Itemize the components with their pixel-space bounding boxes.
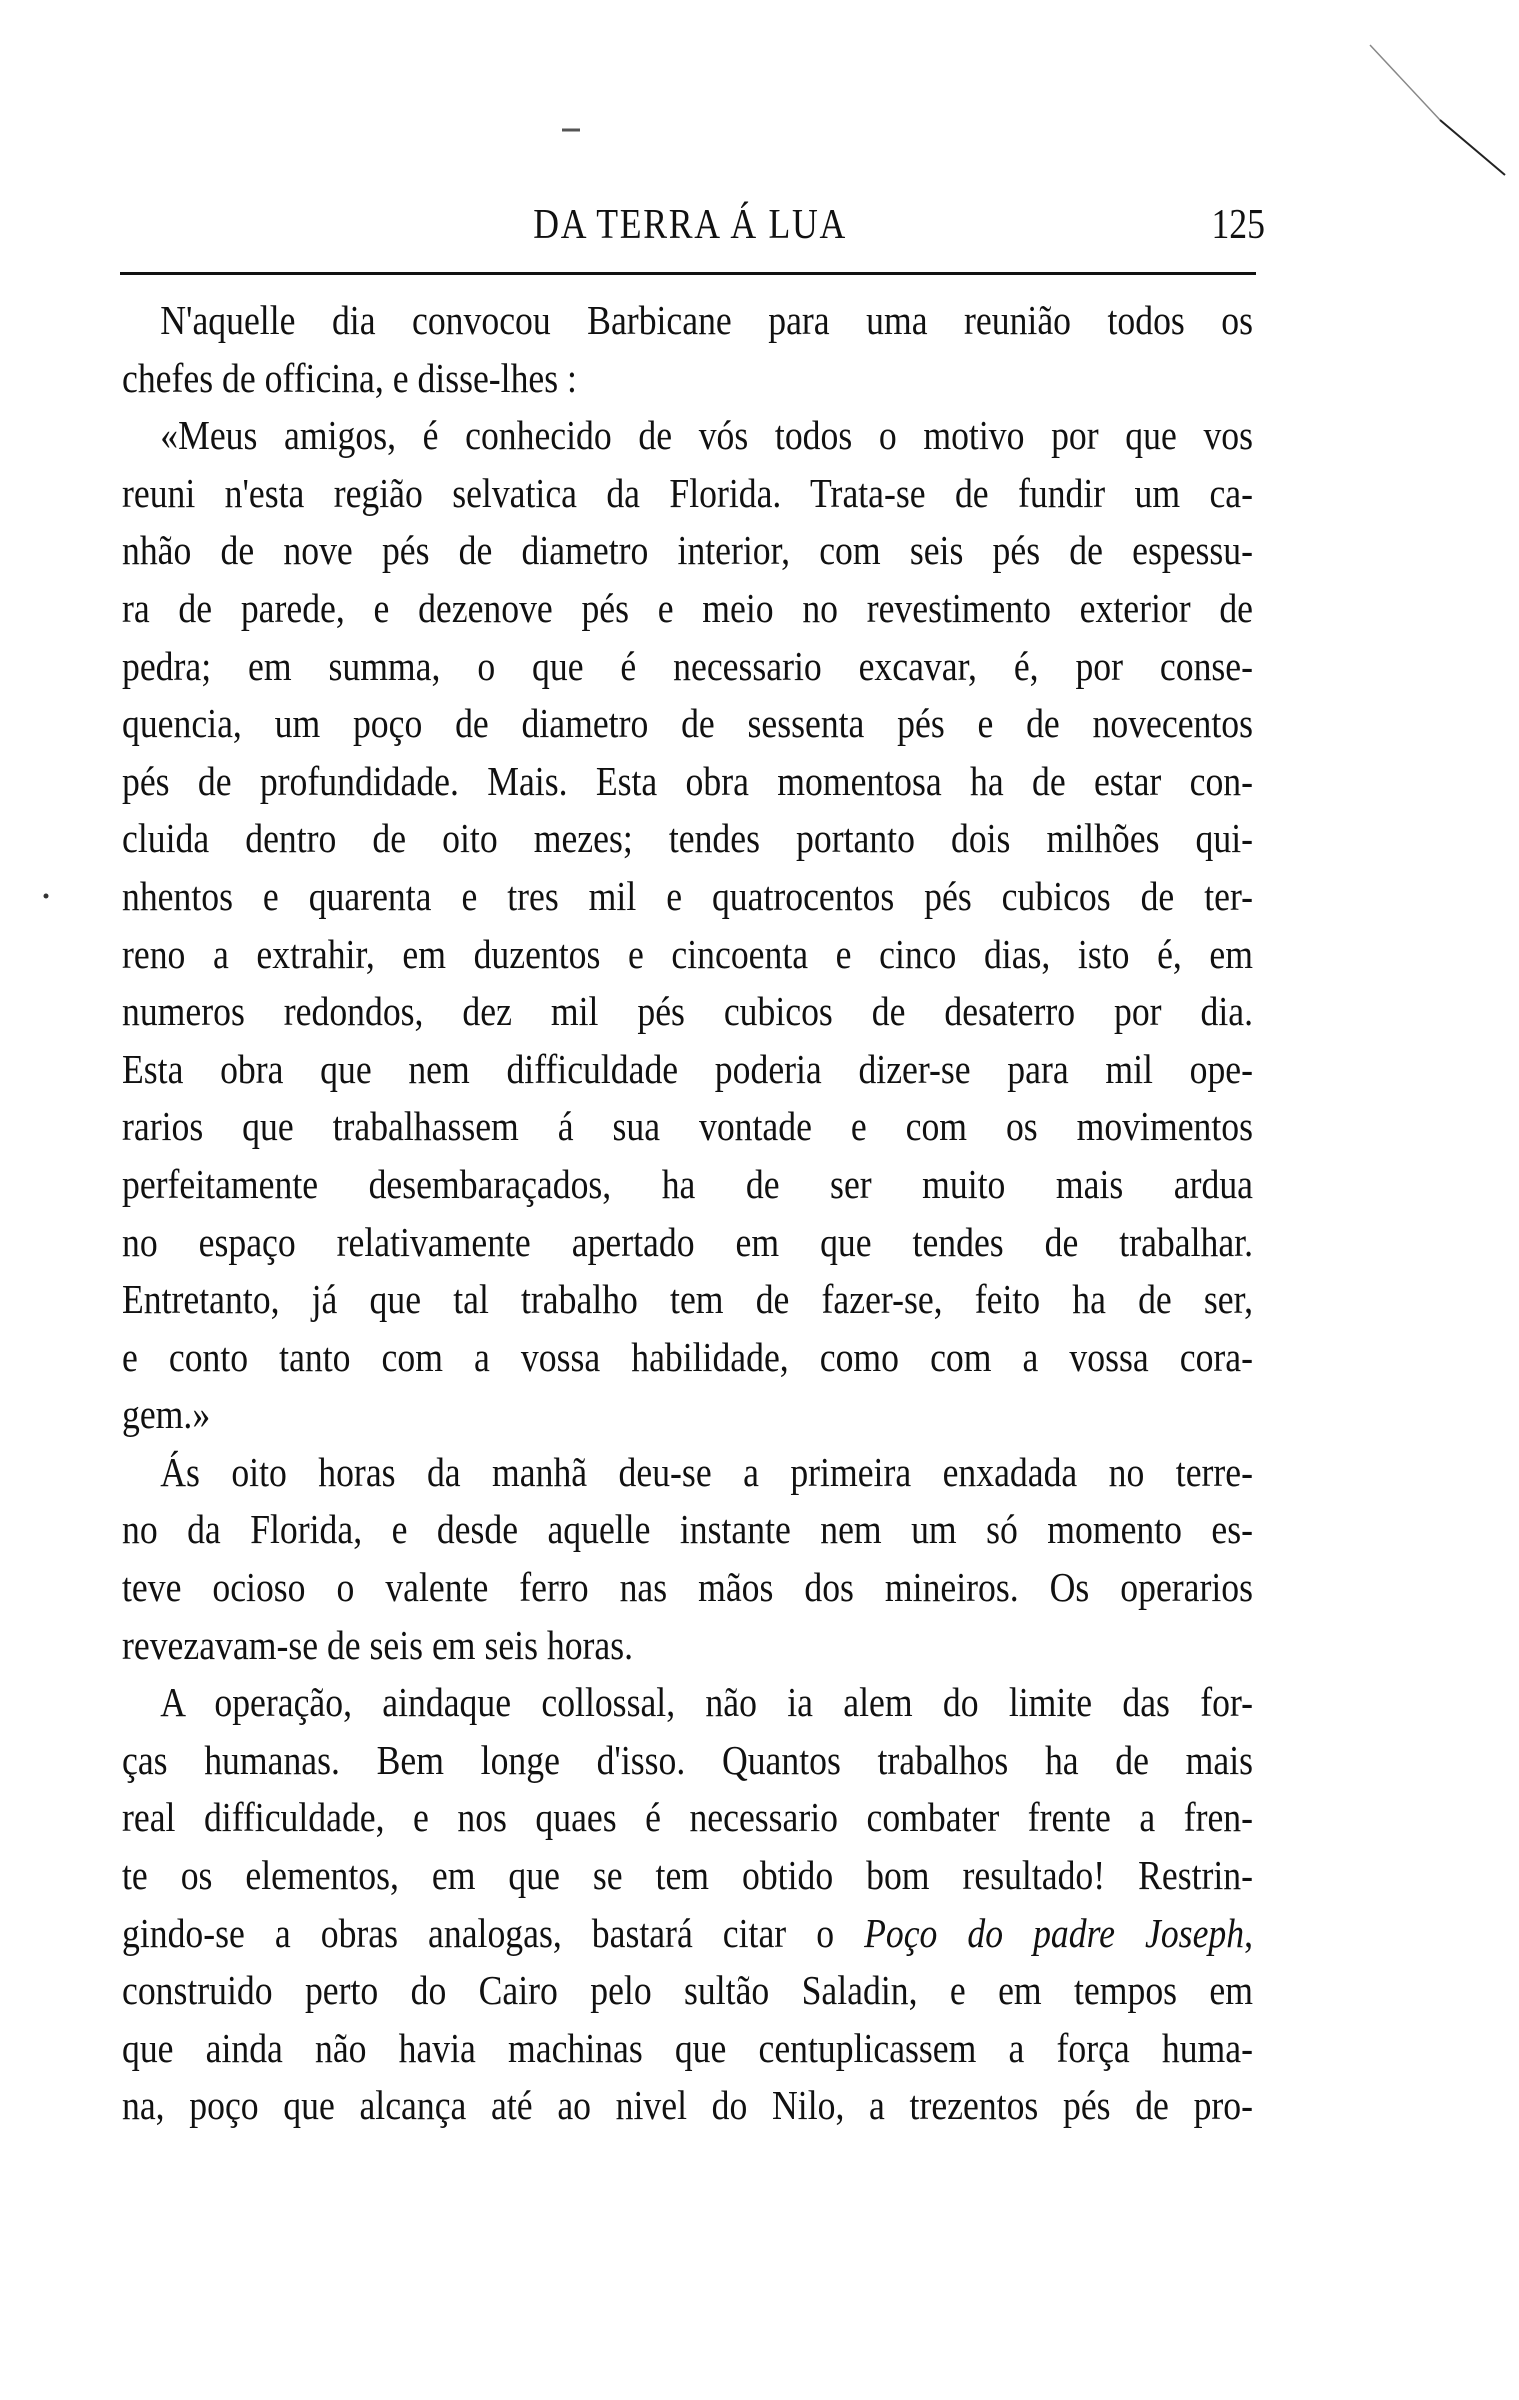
text-line (122, 1617, 1253, 1675)
text-line (122, 292, 1253, 350)
text-line-content: A operação, aindaque collossal, não ia alem do limite das for- (160, 1679, 1253, 1726)
text-line-content: no da Florida, e desde aquelle instante nem um só momento es- (122, 1506, 1253, 1553)
text-line (122, 1559, 1253, 1617)
text-line-content: construido perto do Cairo pelo sultão Saladin, e em tempos em (122, 1967, 1253, 2014)
text-line (122, 1847, 1253, 1905)
text-line (122, 1732, 1253, 1790)
text-line (122, 810, 1253, 868)
text-line-content: teve ocioso o valente ferro nas mãos dos mineiros. Os operarios (122, 1564, 1253, 1611)
text-line-content: rarios que trabalhassem á sua vontade e com os movimentos (122, 1103, 1253, 1150)
header-rule (120, 272, 1256, 275)
stray-dot-mark (44, 894, 49, 899)
text-line-content: na, poço que alcança até ao nivel do Nilo, a trezentos pés de pro- (122, 2082, 1253, 2129)
text-line (122, 1214, 1253, 1272)
italic-title: Poço do padre Joseph (864, 1909, 1245, 1956)
text-line (122, 1905, 1253, 1963)
text-line-content: real difficuldade, e nos quaes é necessario combater frente a fren- (122, 1794, 1253, 1841)
text-line (122, 1444, 1253, 1502)
text-line-content: te os elementos, em que se tem obtido bom resultado! Restrin- (122, 1852, 1253, 1899)
text-line (122, 2020, 1253, 2078)
text-line (122, 1329, 1253, 1387)
text-line-content: e conto tanto com a vossa habilidade, como com a vossa cora- (122, 1333, 1253, 1380)
text-line (122, 350, 1253, 408)
text-line-content: gem.» (122, 1391, 211, 1438)
text-line-content: reno a extrahir, em duzentos e cincoenta e cinco dias, isto é, em (122, 930, 1253, 977)
text-line-content: pedra; em summa, o que é necessario excavar, é, por conse- (122, 642, 1253, 689)
page-number: 125 (1211, 202, 1265, 248)
text-line (122, 407, 1253, 465)
text-line (122, 1962, 1253, 2020)
text-line-content: Entretanto, já que tal trabalho tem de fazer-se, feito ha de ser, (122, 1276, 1253, 1323)
text-line (122, 868, 1253, 926)
text-line (122, 1156, 1253, 1214)
text-line (122, 1271, 1253, 1329)
running-title: DA TERRA Á LUA (533, 202, 848, 248)
text-line (122, 926, 1253, 984)
text-line (122, 1041, 1253, 1099)
text-line-content: N'aquelle dia convocou Barbicane para uma reunião todos os (160, 297, 1253, 343)
text-line-content: nhentos e quarenta e tres mil e quatrocentos pés cubicos de ter- (122, 872, 1253, 919)
text-line-content: ra de parede, e dezenove pés e meio no revestimento exterior de (122, 584, 1253, 631)
text-line (122, 638, 1253, 696)
body-text (122, 292, 1253, 2135)
text-line-content: cluida dentro de oito mezes; tendes portanto dois milhões qui- (122, 815, 1253, 862)
text-line (122, 695, 1253, 753)
text-line (122, 465, 1253, 523)
punctuation: , (1244, 1909, 1253, 1956)
stray-diagonal-mark (1440, 120, 1505, 175)
text-line-content: numeros redondos, dez mil pés cubicos de desaterro por dia. (122, 988, 1253, 1035)
text-line (122, 753, 1253, 811)
text-line (122, 522, 1253, 580)
stray-diagonal-mark (1370, 45, 1440, 120)
text-line-content: revezavam-se de seis em seis horas. (122, 1621, 634, 1668)
text-line (122, 1789, 1253, 1847)
text-line (122, 580, 1253, 638)
text-line-content: gindo-se a obras analogas, bastará citar o (122, 1909, 865, 1956)
text-line-content: quencia, um poço de diametro de sessenta pés e de novecentos (122, 700, 1253, 747)
text-line-content: no espaço relativamente apertado em que tendes de trabalhar. (122, 1218, 1253, 1265)
text-line (122, 983, 1253, 1041)
text-line (122, 1386, 1253, 1444)
text-line-content: ças humanas. Bem longe d'isso. Quantos trabalhos ha de mais (122, 1736, 1253, 1783)
text-line (122, 1501, 1253, 1559)
text-line-content: pés de profundidade. Mais. Esta obra momentosa ha de estar con- (122, 757, 1253, 804)
text-line-content: «Meus amigos, é conhecido de vós todos o motivo por que vos (160, 412, 1253, 459)
text-line-content: reuni n'esta região selvatica da Florida. Trata-se de fundir um ca- (122, 469, 1253, 516)
text-line-content: Esta obra que nem difficuldade poderia dizer-se para mil ope- (122, 1045, 1253, 1092)
text-line-content: chefes de officina, e disse-lhes : (122, 354, 577, 401)
text-line (122, 1674, 1253, 1732)
text-line-content: que ainda não havia machinas que centuplicassem a força huma- (122, 2024, 1253, 2071)
text-line-content: nhão de nove pés de diametro interior, com seis pés de espessu- (122, 527, 1253, 574)
text-line (122, 1098, 1253, 1156)
text-line-content: perfeitamente desembaraçados, ha de ser muito mais ardua (122, 1160, 1253, 1207)
text-line (122, 2077, 1253, 2135)
text-line-content: Ás oito horas da manhã deu-se a primeira enxadada no terre- (160, 1448, 1253, 1495)
